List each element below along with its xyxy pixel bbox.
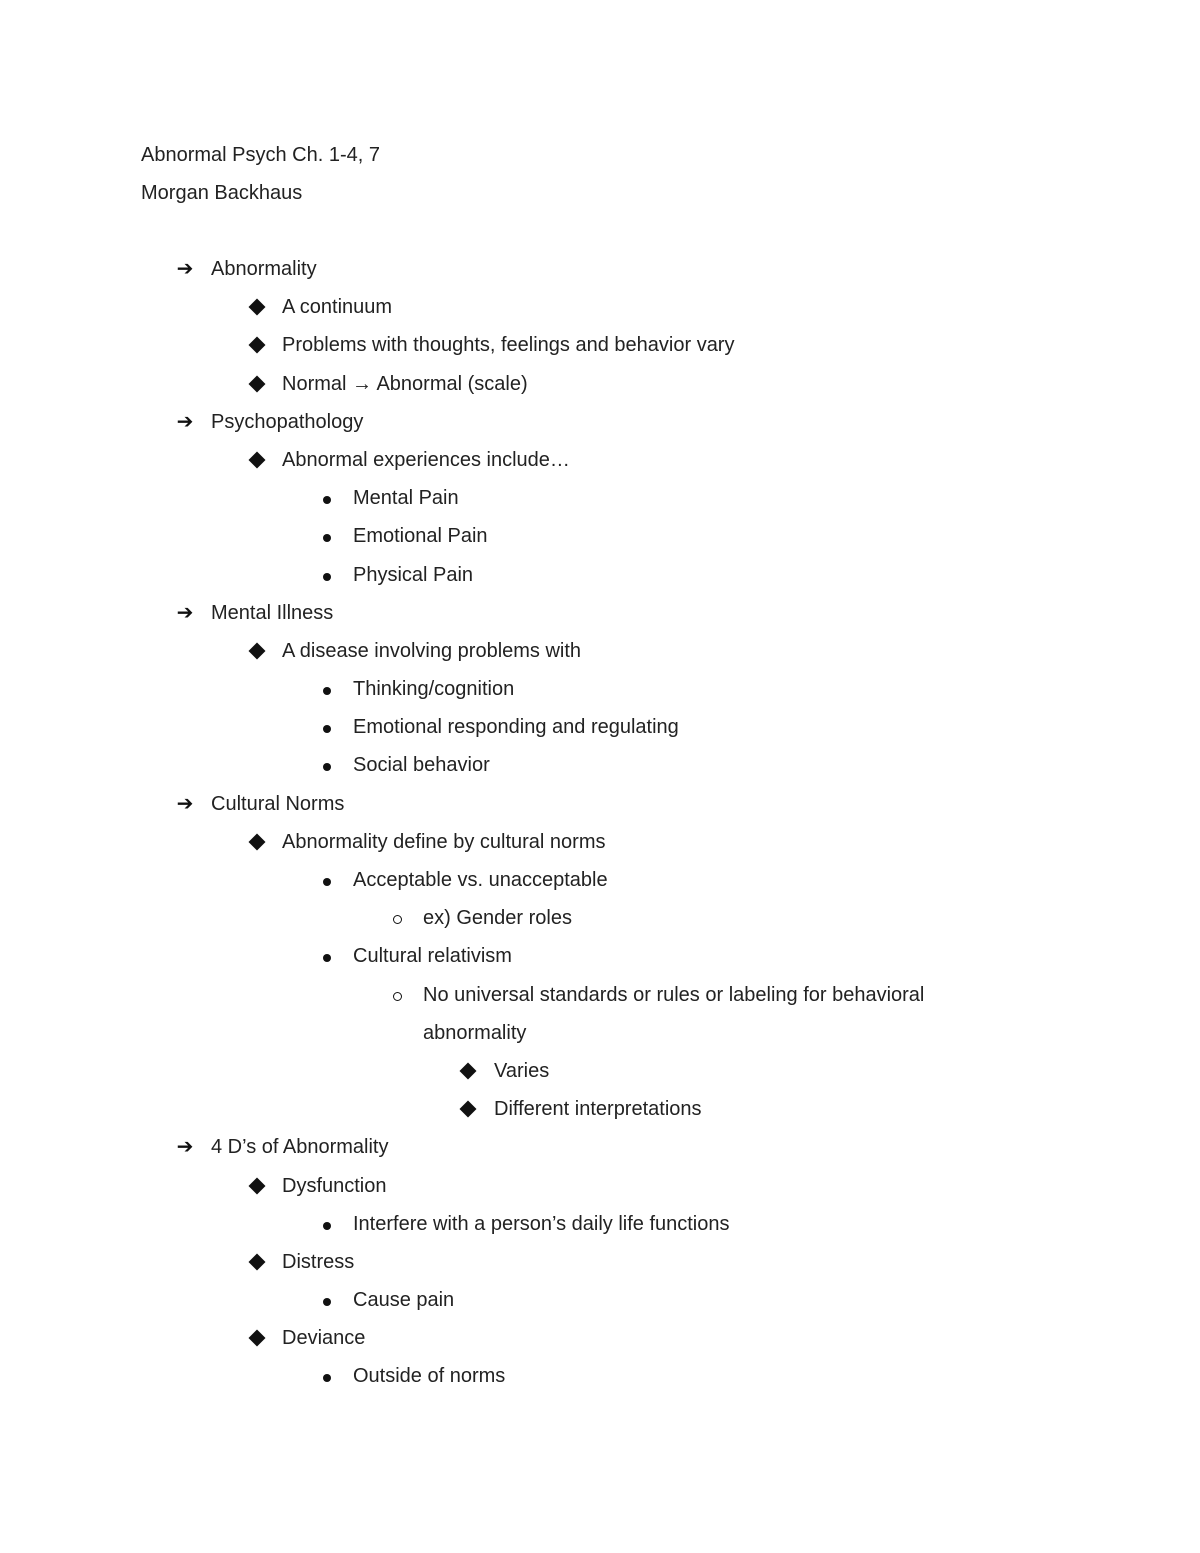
dot-icon (316, 1281, 338, 1319)
outline-item-text: Acceptable vs. unacceptable (353, 869, 608, 891)
outline-item-text: Normal → Abnormal (scale) (282, 372, 528, 395)
outline-item-level-2 (0, 823, 1200, 861)
outline-item-text: Varies (494, 1059, 550, 1082)
outline-item-level-3 (0, 861, 1200, 899)
dot-icon (316, 746, 338, 784)
outline-item-text: Abnormality define by cultural norms (282, 830, 606, 853)
arrow-icon: ➔ (176, 258, 194, 280)
dot-icon (316, 556, 338, 594)
outline-item-level-2 (0, 1319, 1200, 1357)
outline-item-level-2 (0, 365, 1200, 403)
circle-icon (386, 976, 408, 1014)
outline-item-level-2 (0, 1167, 1200, 1205)
dot-icon (316, 708, 338, 746)
outline-item-level-3 (0, 937, 1200, 975)
outline-item-level-3 (0, 746, 1200, 784)
diamond-icon (246, 1243, 268, 1281)
outline-item-level-2 (0, 288, 1200, 326)
document-author: Morgan Backhaus (141, 182, 303, 204)
outline-item-text: Mental Pain (353, 487, 459, 510)
outline-item-level-1 (0, 594, 1200, 632)
arrow-icon: ➔ (176, 601, 194, 624)
outline-item-level-3 (0, 556, 1200, 594)
outline-item-level-4 (0, 976, 1200, 1052)
dot-icon (316, 861, 338, 899)
diamond-icon (457, 1090, 479, 1128)
outline-item-text: A disease involving problems with (282, 639, 582, 662)
outline-item-text: No universal standards or rules or labeling for behavioral abnormality (423, 983, 925, 1044)
dot-icon (316, 479, 338, 517)
outline-item-level-5 (0, 1052, 1200, 1090)
outline-item-level-3 (0, 517, 1200, 555)
outline-item-level-5 (0, 1090, 1200, 1128)
outline-item-level-2 (0, 326, 1200, 364)
outline-item-level-3 (0, 1357, 1200, 1395)
outline-list (0, 250, 1200, 1396)
outline-item-text: Psychopathology (211, 410, 364, 433)
outline-item-level-1 (0, 1128, 1200, 1166)
outline-item-level-3 (0, 1281, 1200, 1319)
outline-item-level-4 (0, 899, 1200, 937)
outline-item-text: Different interpretations (494, 1098, 702, 1121)
arrow-icon: ➔ (176, 410, 194, 433)
outline-item-text: Distress (282, 1250, 355, 1273)
outline-item-text: Physical Pain (353, 563, 474, 586)
diamond-icon (246, 365, 268, 403)
outline-item-level-2 (0, 632, 1200, 670)
dot-icon (316, 1357, 338, 1395)
outline-item-text: ex) Gender roles (423, 907, 572, 930)
dot-icon (316, 937, 338, 975)
arrow-icon: ➔ (176, 792, 194, 815)
outline-item-text: Cultural Norms (211, 792, 345, 815)
outline-item-level-1 (0, 785, 1200, 823)
outline-item-level-2 (0, 1243, 1200, 1281)
outline-item-level-3 (0, 1205, 1200, 1243)
document-title: Abnormal Psych Ch. 1-4, 7 (141, 144, 380, 166)
dot-icon (316, 670, 338, 708)
outline-item-text: Problems with thoughts, feelings and behavior vary (282, 334, 735, 357)
dot-icon (316, 1205, 338, 1243)
outline-item-level-3 (0, 708, 1200, 746)
diamond-icon (457, 1052, 479, 1090)
outline-item-text: Dysfunction (282, 1174, 387, 1197)
outline-item-text: Outside of norms (353, 1365, 506, 1388)
circle-icon (386, 899, 408, 937)
diamond-icon (246, 1319, 268, 1357)
dot-icon (316, 517, 338, 555)
outline-item-level-3 (0, 670, 1200, 708)
outline-item-text: Social behavior (353, 754, 490, 777)
diamond-icon (246, 1167, 268, 1205)
arrow-icon: ➔ (176, 1136, 194, 1159)
outline-item-text: Cultural relativism (353, 945, 512, 968)
diamond-icon (246, 288, 268, 326)
outline-item-level-2 (0, 441, 1200, 479)
outline-item-text: Emotional Pain (353, 525, 488, 548)
outline-item-text: Cause pain (353, 1289, 455, 1312)
diamond-icon (246, 823, 268, 861)
outline-item-text: Deviance (282, 1327, 366, 1350)
outline-item-text: Abnormal experiences include… (282, 448, 570, 471)
outline-item-text: Abnormality (211, 258, 317, 280)
outline-item-level-1 (0, 403, 1200, 441)
diamond-icon (246, 632, 268, 670)
outline-item-text: 4 D’s of Abnormality (211, 1136, 389, 1159)
outline-item-text: Thinking/cognition (353, 678, 515, 701)
diamond-icon (246, 326, 268, 364)
diamond-icon (246, 441, 268, 479)
outline-item-text: Mental Illness (211, 601, 334, 624)
outline-item-text: Emotional responding and regulating (353, 716, 679, 739)
outline-item-text: A continuum (282, 296, 393, 319)
outline-item-level-3 (0, 479, 1200, 517)
outline-item-text: Interfere with a person’s daily life functions (353, 1212, 730, 1235)
outline-item-level-1 (0, 250, 1200, 288)
